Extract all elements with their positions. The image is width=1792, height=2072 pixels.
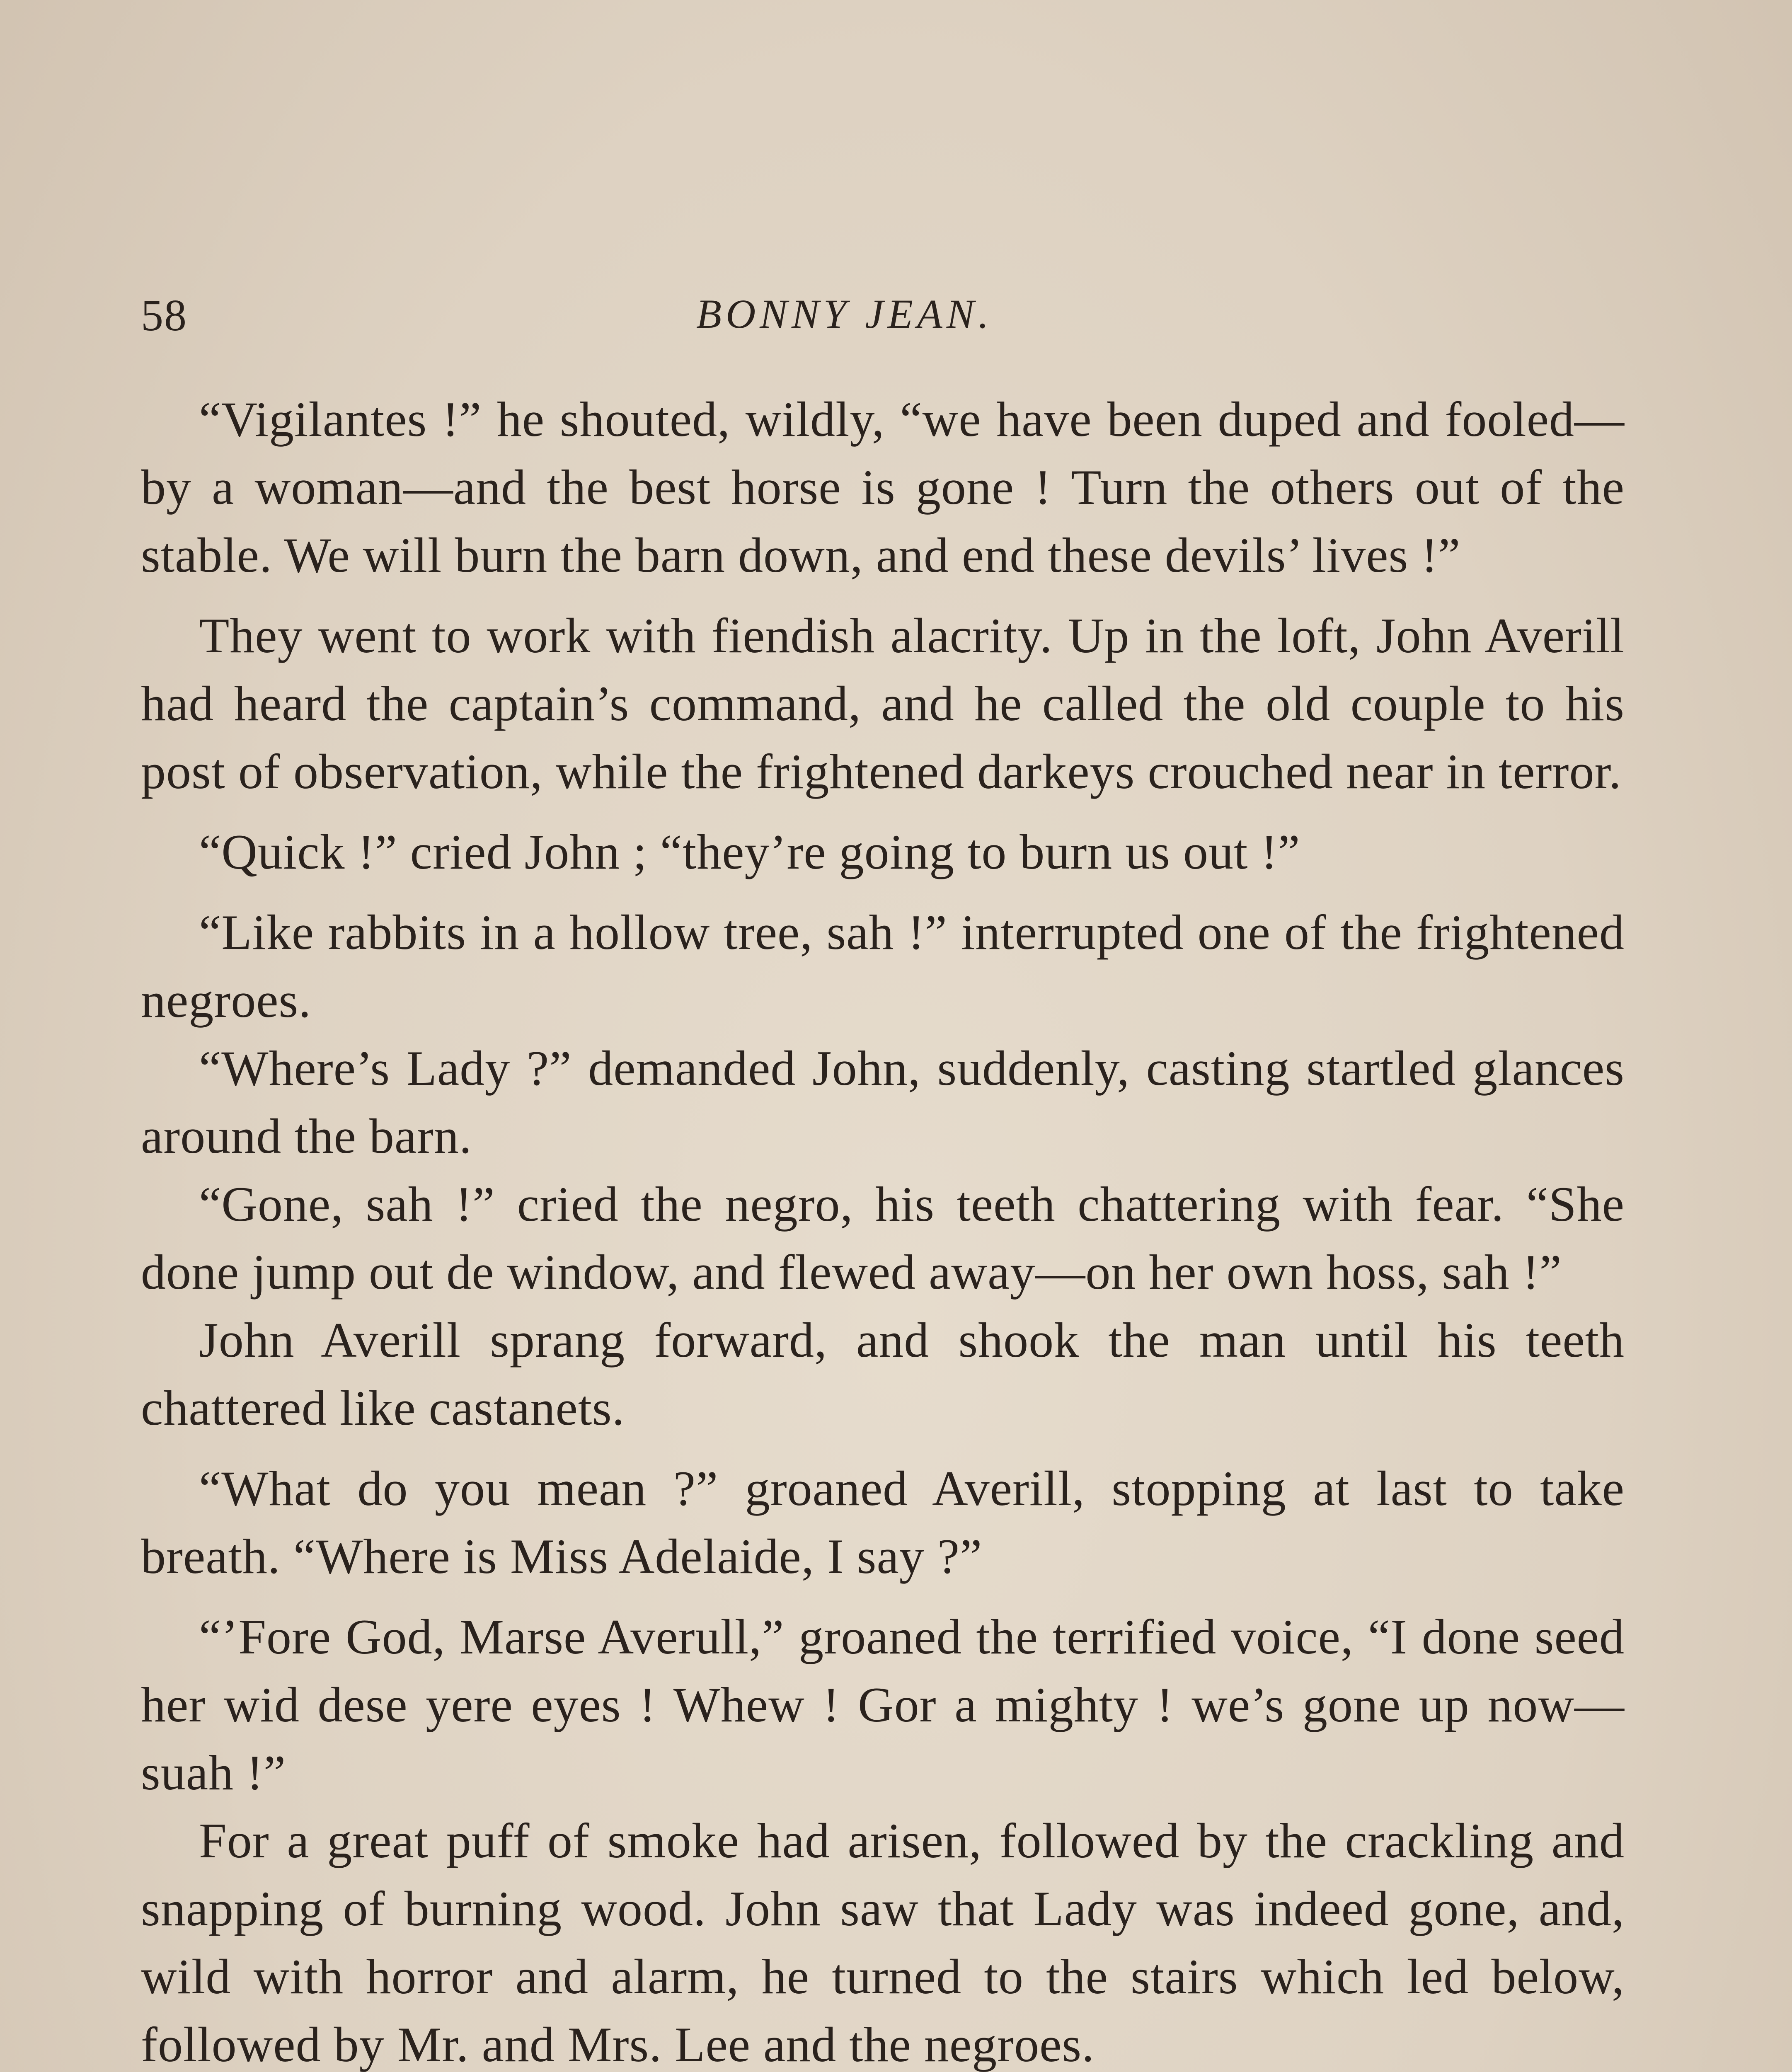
paragraph: “Like rabbits in a hollow tree, sah !” interrupted one of the frightened negroes. [141,905,1625,1028]
paragraph: John Averill sprang forward, and shook the man until his teeth chattered like castanets. [141,1312,1625,1435]
book-title: BONNY JEAN. [696,291,993,337]
paragraph: They went to work with fiendish alacrity. Up in the loft, John Averill had heard the captain’s command, and he called the old couple to his post of observation, while the frightened darkeys crouched near in terror. [141,608,1625,799]
paragraph: “Where’s Lady ?” demanded John, suddenly, casting startled glances around the barn. [141,1041,1625,1164]
paragraph: “Quick !” cried John ; “they’re going to burn us out !” [199,824,1300,879]
body-text [141,385,1625,2072]
paragraph: “What do you mean ?” groaned Averill, stopping at last to take breath. “Where is Miss Adelaide, I say ?” [141,1461,1625,1584]
paragraph: “Gone, sah !” cried the negro, his teeth chattering with fear. “She done jump out de window, and flewed away—on her own hoss, sah !” [141,1176,1625,1300]
page-number: 58 [141,291,187,340]
paragraph: “Vigilantes !” he shouted, wildly, “we have been duped and fooled—by a woman—and the best horse is gone ! Turn the others out of the stable. We will burn the barn down, and end these devils’ lives !” [141,392,1625,583]
paragraph: “’Fore God, Marse Averull,” groaned the terrified voice, “I done seed her wid dese yere eyes ! Whew ! Gor a mighty ! we’s gone up now—suah !” [141,1609,1625,1800]
paragraph: For a great puff of smoke had arisen, followed by the crackling and snapping of burning wood. John saw that Lady was indeed gone, and, wild with horror and alarm, he turned to the stairs which led below, followed by Mr. and Mrs. Lee and the negroes. [141,1813,1625,2072]
running-head [141,290,1633,348]
